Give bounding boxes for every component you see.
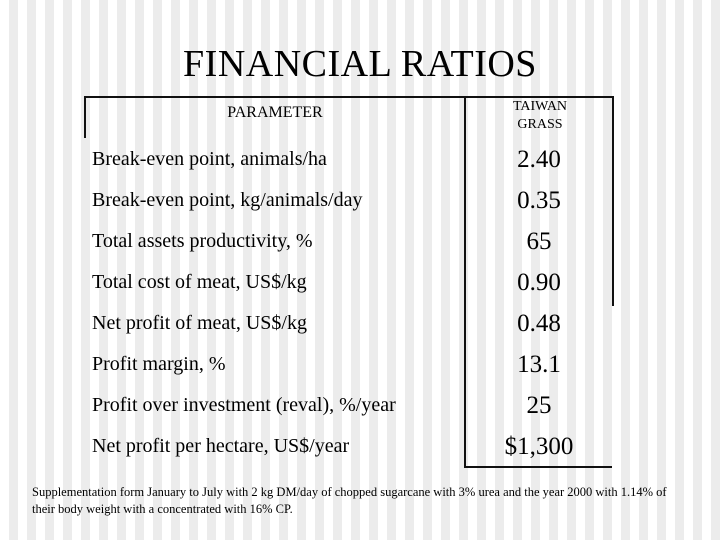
row-value: 2.40 [517, 146, 561, 173]
slide-title: FINANCIAL RATIOS [183, 43, 537, 85]
table-row [0, 427, 720, 468]
column-header-line-1: TAIWAN [512, 99, 568, 114]
table-row [0, 140, 720, 181]
row-label: Net profit of meat, US$/kg [92, 312, 307, 334]
row-label: Net profit per hectare, US$/year [92, 435, 350, 457]
column-header-parameter: PARAMETER [227, 104, 323, 121]
table-left-border [84, 96, 86, 138]
row-value: 0.90 [517, 269, 561, 296]
table-row [0, 263, 720, 304]
table-row [0, 304, 720, 345]
row-label: Total cost of meat, US$/kg [92, 271, 307, 293]
row-label: Profit margin, % [92, 353, 226, 375]
row-label: Total assets productivity, % [92, 230, 313, 252]
row-label: Break-even point, animals/ha [92, 148, 327, 170]
table-row [0, 222, 720, 263]
column-header-taiwan-grass [468, 98, 612, 134]
table-row [0, 386, 720, 427]
row-value: 25 [526, 392, 552, 419]
column-header-line-2: GRASS [517, 117, 563, 132]
row-value: 0.48 [517, 310, 561, 337]
row-value: 65 [526, 228, 552, 255]
row-label: Profit over investment (reval), %/year [92, 394, 396, 416]
row-label: Break-even point, kg/animals/day [92, 189, 363, 211]
table-row [0, 345, 720, 386]
row-value: $1,300 [504, 433, 574, 460]
footnote: Supplementation form January to July with 2 kg DM/day of chopped sugarcane with 3% urea and the year 2000 with 1.14% of their body weight with a concentrated with 16% CP. [32, 485, 667, 516]
row-value: 13.1 [517, 351, 561, 378]
table-row [0, 181, 720, 222]
row-value: 0.35 [517, 187, 561, 214]
